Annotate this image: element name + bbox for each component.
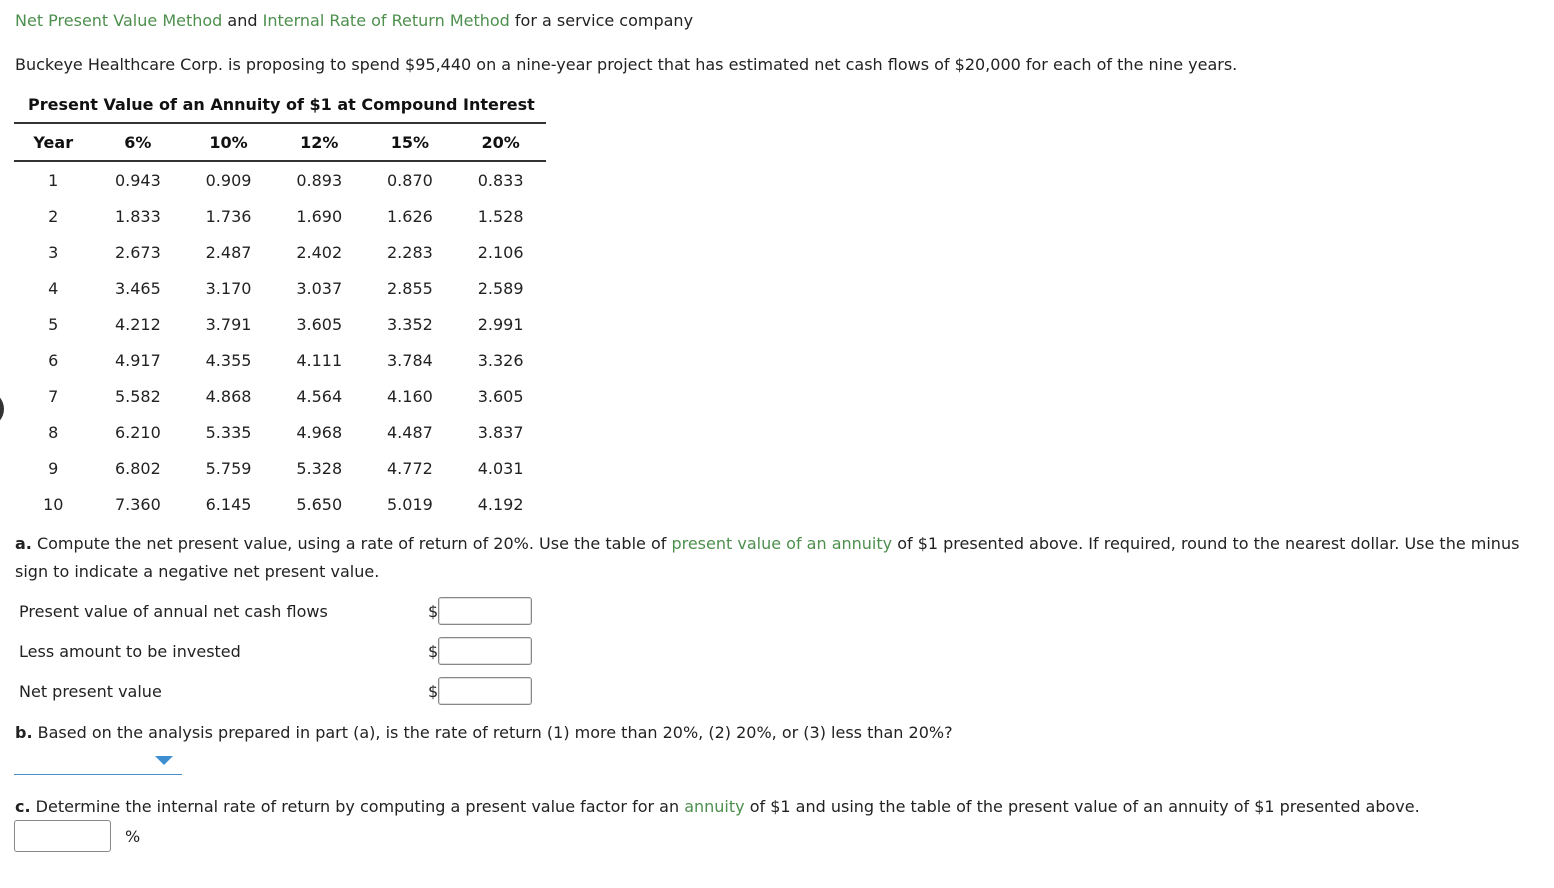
- factor-cell: 3.791: [205, 314, 252, 334]
- factor-cell: 2.402: [296, 242, 343, 262]
- currency-symbol: $: [428, 602, 439, 621]
- factor-cell: 3.326: [477, 350, 524, 370]
- year-cell: 2: [48, 206, 59, 226]
- part-a-text-1: Compute the net present value, using a rate of return of 20%. Use the table of: [31, 534, 672, 553]
- factor-cell: 0.870: [387, 170, 433, 190]
- factor-cell: 7.360: [114, 494, 161, 514]
- factor-cell: 5.328: [296, 458, 343, 478]
- table-row: [14, 450, 546, 486]
- factor-cell: 3.605: [477, 386, 524, 406]
- factor-cell: 5.582: [114, 386, 161, 406]
- factor-cell: 4.487: [387, 422, 433, 442]
- percent-unit: %: [125, 827, 141, 846]
- rate-column-header: 10%: [183, 123, 274, 161]
- factor-cell: 2.991: [477, 314, 524, 334]
- factor-cell: 4.772: [387, 458, 433, 478]
- factor-cell: 1.736: [205, 206, 252, 226]
- year-cell: 1: [48, 170, 59, 190]
- factor-cell: 2.855: [387, 278, 433, 298]
- factor-cell: 5.019: [387, 494, 433, 514]
- year-column-header: Year: [14, 123, 93, 161]
- factor-cell: 3.170: [205, 278, 252, 298]
- part-b-question: [15, 722, 953, 744]
- table-row: [14, 378, 546, 414]
- table-row: [14, 270, 546, 306]
- factor-cell: 2.106: [477, 242, 524, 262]
- annuity-table-body: [14, 161, 546, 522]
- irr-method-link[interactable]: Internal Rate of Return Method: [262, 11, 510, 30]
- part-b-label: b.: [15, 723, 33, 742]
- factor-cell: 1.626: [387, 206, 433, 226]
- dropdown-caret-icon: [155, 756, 173, 765]
- table-row: [14, 414, 546, 450]
- factor-cell: 3.837: [477, 422, 524, 442]
- factor-cell: 4.968: [296, 422, 343, 442]
- factor-cell: 6.145: [205, 494, 252, 514]
- table-row: [14, 234, 546, 270]
- factor-cell: 5.335: [205, 422, 252, 442]
- factor-cell: 1.690: [296, 206, 343, 226]
- factor-cell: 3.465: [114, 278, 161, 298]
- factor-cell: 4.031: [477, 458, 524, 478]
- factor-cell: 1.833: [114, 206, 161, 226]
- table-row: [14, 486, 546, 522]
- year-cell: 7: [48, 386, 59, 406]
- pv-cash-flows-input[interactable]: [438, 597, 532, 625]
- side-panel-handle[interactable]: [0, 391, 4, 427]
- year-cell: 6: [48, 350, 59, 370]
- npv-input[interactable]: [438, 677, 532, 705]
- table-row: [14, 198, 546, 234]
- table-row: [14, 306, 546, 342]
- part-a-text-2: of $1 presented above. If required, round to the nearest dollar. Use the minus sign to indicate a negative net present value.: [15, 534, 1520, 581]
- factor-cell: 0.833: [477, 170, 524, 190]
- irr-input[interactable]: [14, 820, 111, 852]
- annuity-table: [14, 122, 546, 522]
- factor-cell: 4.355: [205, 350, 252, 370]
- part-c-label: c.: [15, 797, 31, 816]
- factor-cell: 2.589: [477, 278, 524, 298]
- part-c-text-2: of $1 and using the table of the present value of an annuity of $1 presented above.: [744, 797, 1420, 816]
- amount-invested-label: Less amount to be invested: [19, 642, 241, 661]
- year-cell: 3: [48, 242, 59, 262]
- factor-cell: 4.917: [114, 350, 161, 370]
- factor-cell: 6.802: [114, 458, 161, 478]
- factor-cell: 2.487: [205, 242, 252, 262]
- factor-cell: 4.192: [477, 494, 524, 514]
- currency-symbol: $: [428, 642, 439, 661]
- rate-column-header: 15%: [365, 123, 456, 161]
- problem-statement: Buckeye Healthcare Corp. is proposing to spend $95,440 on a nine-year project that has estimated net cash flows of $20,000 for each of the nine years.: [15, 55, 1238, 74]
- part-c-question: [15, 796, 1420, 818]
- title-and: and: [222, 11, 263, 30]
- npv-label: Net present value: [19, 682, 162, 701]
- pv-annuity-link[interactable]: present value of an annuity: [671, 534, 893, 553]
- factor-cell: 6.210: [114, 422, 161, 442]
- factor-cell: 3.037: [296, 278, 343, 298]
- factor-cell: 3.352: [387, 314, 433, 334]
- year-cell: 4: [48, 278, 59, 298]
- factor-cell: 4.212: [114, 314, 161, 334]
- part-c-text-1: Determine the internal rate of return by computing a present value factor for an: [30, 797, 685, 816]
- year-cell: 9: [48, 458, 59, 478]
- factor-cell: 4.111: [296, 350, 343, 370]
- table-row: [14, 342, 546, 378]
- factor-cell: 0.943: [114, 170, 161, 190]
- year-cell: 5: [48, 314, 59, 334]
- page-title: [15, 10, 693, 32]
- table-header-row: [14, 123, 546, 161]
- table-row: [14, 161, 546, 198]
- annuity-link[interactable]: annuity: [684, 797, 745, 816]
- amount-invested-input[interactable]: [438, 637, 532, 665]
- table-caption: Present Value of an Annuity of $1 at Compound Interest: [28, 95, 535, 114]
- factor-cell: 3.784: [387, 350, 433, 370]
- rate-column-header: 12%: [274, 123, 365, 161]
- factor-cell: 2.283: [387, 242, 433, 262]
- factor-cell: 3.605: [296, 314, 343, 334]
- factor-cell: 5.759: [205, 458, 252, 478]
- rate-column-header: 20%: [455, 123, 546, 161]
- year-cell: 8: [48, 422, 59, 442]
- rate-column-header: 6%: [93, 123, 184, 161]
- currency-symbol: $: [428, 682, 439, 701]
- pv-cash-flows-label: Present value of annual net cash flows: [19, 602, 328, 621]
- factor-cell: 0.893: [296, 170, 343, 190]
- factor-cell: 2.673: [114, 242, 161, 262]
- factor-cell: 0.909: [205, 170, 252, 190]
- npv-method-link[interactable]: Net Present Value Method: [15, 11, 223, 30]
- factor-cell: 5.650: [296, 494, 343, 514]
- part-b-text: Based on the analysis prepared in part (a), is the rate of return (1) more than 20%, (2) 20%, or (3) less than 20%?: [32, 723, 953, 742]
- part-a-question: [15, 530, 1550, 586]
- rate-comparison-dropdown[interactable]: [14, 752, 182, 775]
- part-a-label: a.: [15, 534, 32, 553]
- factor-cell: 4.564: [296, 386, 343, 406]
- year-cell: 10: [43, 494, 64, 514]
- factor-cell: 1.528: [477, 206, 524, 226]
- factor-cell: 4.868: [205, 386, 252, 406]
- factor-cell: 4.160: [387, 386, 433, 406]
- title-rest: for a service company: [509, 11, 694, 30]
